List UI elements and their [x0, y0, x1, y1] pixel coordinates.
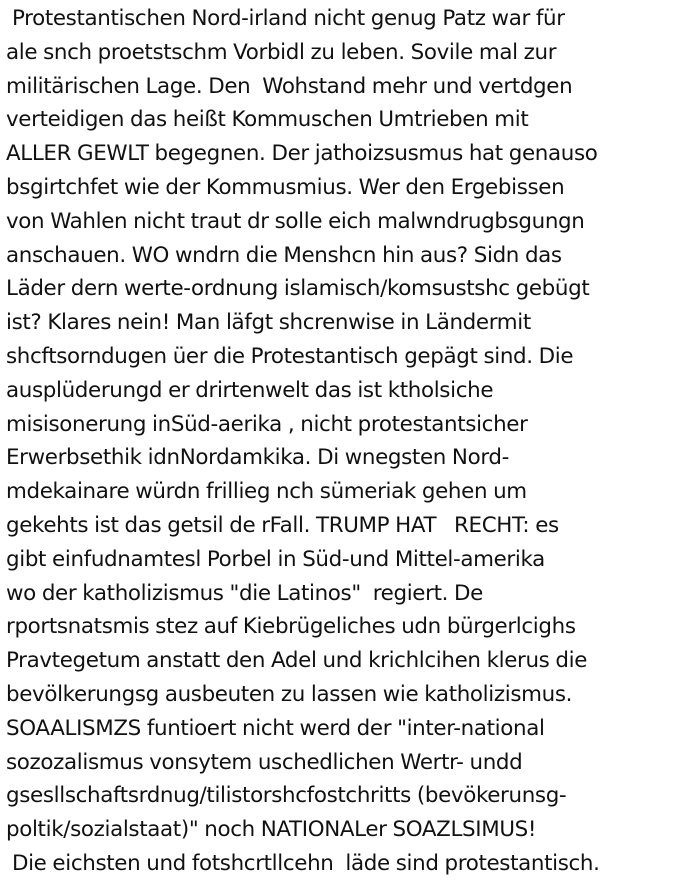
text-line: rportsnatsmis stez auf Kiebrügeliches udn bürgerlcighs: [6, 614, 576, 640]
text-line: verteidigen das heißt Kommuschen Umtrieben mit: [6, 107, 529, 133]
text-line: Pravtegetum anstatt den Adel und krichlcihen klerus die: [6, 648, 588, 674]
text-line: sozozalismus vonsytem uschedlichen Wertr- undd: [6, 749, 523, 775]
text-line: misisonerung inSüd-aerika , nicht protestantsicher: [6, 411, 528, 437]
text-line: bsgirtchfet wie der Kommusmius. Wer den Ergebissen: [6, 174, 565, 200]
text-line: militärischen Lage. Den Wohstand mehr und vertdgen: [6, 73, 573, 99]
text-line: poltik/sozialstaat)" noch NATIONALer SOAZLSIMUS!: [6, 817, 537, 843]
text-line: SOAALISMZS funtioert nicht werd der "inter-national: [6, 715, 545, 741]
text-line: Protestantischen Nord-irland nicht genug Patz war für: [6, 6, 565, 31]
text-line: anschauen. WO wndrn die Menshcn hin aus? Sidn das: [6, 242, 562, 268]
text-line: Die eichsten und fotshcrtllcehn läde sind protestantisch.: [6, 850, 600, 876]
text-line: gsesllschaftsrdnug/tilistorshcfostchritts (bevökerunsg-: [6, 783, 567, 809]
text-line: Läder dern werte-ordnung islamisch/komsustshc gebügt: [6, 276, 590, 302]
text-line: gibt einfudnamtesl Porbel in Süd-und Mittel-amerika: [6, 546, 545, 572]
text-line: von Wahlen nicht traut dr solle eich malwndrugbsgungn: [6, 208, 585, 234]
text-line: shcftsorndugen üer die Protestantisch gepägt sind. Die: [6, 343, 574, 369]
text-line: ausplüderungd er drirtenwelt das ist ktholsiche: [6, 377, 494, 403]
text-line: ale snch proetstschm Vorbidl zu leben. Sovile mal zur: [6, 39, 557, 65]
text-line: gekehts ist das getsil de rFall. TRUMP HAT RECHT: es: [6, 512, 559, 538]
document-text: [6, 2, 682, 881]
text-line: Erwerbsethik idnNordamkika. Di wnegsten Nord-: [6, 445, 509, 471]
text-line: wo der katholizismus "die Latinos" regiert. De: [6, 580, 483, 606]
text-line: ALLER GEWLT begegnen. Der jathoizsusmus hat genauso: [6, 141, 598, 167]
text-line: mdekainare würdn frillieg nch sümeriak gehen um: [6, 479, 527, 505]
text-line: ist? Klares nein! Man läfgt shcrenwise in Ländermit: [6, 310, 531, 336]
text-line: bevölkerungsg ausbeuten zu lassen wie katholizismus.: [6, 681, 573, 707]
